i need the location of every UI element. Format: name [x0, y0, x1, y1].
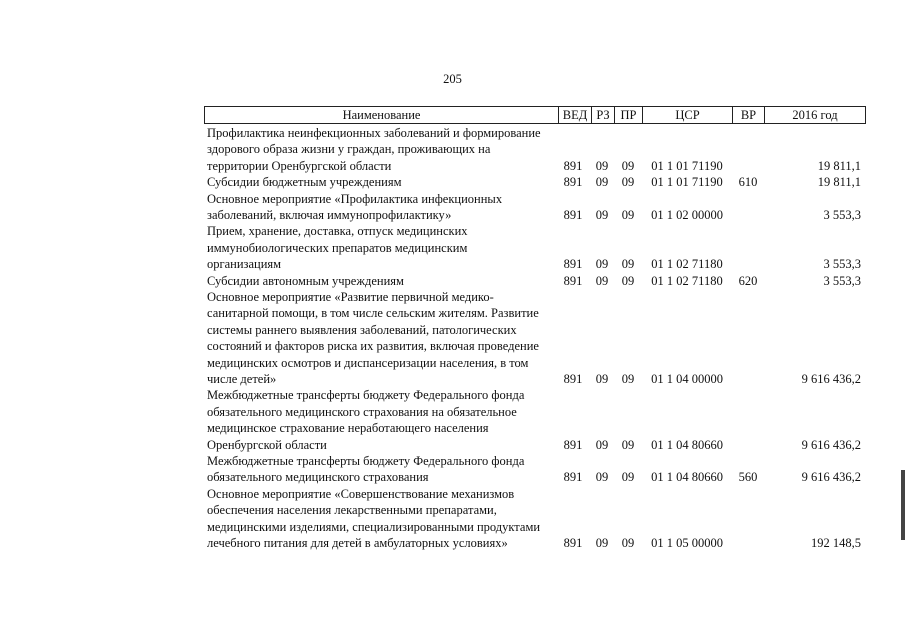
row-amount: 19 811,1 — [817, 175, 861, 190]
col-name-header: Наименование — [342, 108, 421, 122]
page-number: 205 — [443, 72, 462, 86]
row-name: Субсидии автономным учреждениям — [207, 273, 404, 288]
row-ved: 891 — [563, 207, 583, 222]
row-amount: 3 553,3 — [823, 207, 861, 222]
row-rz: 09 — [595, 535, 609, 550]
row-name: Основное мероприятие «Развитие первичной медико- санитарной помощи, в том числе сельским жителям. Развитие системы раннего выявления заболеваний, патологических состояний и факторов риска их развития, включая проведение медицинских осмотров и диспансеризации населения, в том числе детей» — [207, 290, 539, 387]
row-csr: 01 1 01 71190 — [651, 175, 723, 190]
row-csr: 01 1 02 00000 — [651, 207, 723, 222]
col-vr-header: ВР — [740, 108, 757, 122]
row-pr: 09 — [621, 257, 635, 272]
row-name: Прием, хранение, доставка, отпуск медицинских иммунобиологических препаратов медицинским организациям — [207, 224, 468, 272]
row-pr: 09 — [621, 470, 635, 485]
row-vr: 560 — [738, 470, 758, 485]
col-ved-header: ВЕД — [562, 108, 588, 122]
row-csr: 01 1 01 71190 — [651, 158, 723, 173]
row-rz: 09 — [595, 175, 609, 190]
col-pr-header: ПР — [620, 108, 637, 122]
row-amount: 9 616 436,2 — [801, 437, 861, 452]
row-amount: 9 616 436,2 — [801, 470, 861, 485]
row-ved: 891 — [563, 372, 583, 386]
row-amount: 3 553,3 — [823, 257, 861, 272]
row-rz: 09 — [595, 437, 609, 452]
col-rz-header: РЗ — [596, 108, 610, 122]
row-amount: 192 148,5 — [811, 535, 861, 550]
row-rz: 09 — [595, 207, 609, 222]
row-csr: 01 1 04 80660 — [651, 437, 723, 452]
row-name: Основное мероприятие «Профилактика инфекционных заболеваний, включая иммунопрофилактику» — [207, 191, 503, 222]
row-csr: 01 1 02 71180 — [651, 257, 723, 272]
row-csr: 01 1 04 80660 — [651, 470, 723, 485]
row-amount: 19 811,1 — [817, 158, 861, 173]
row-pr: 09 — [621, 372, 635, 386]
row-ved: 891 — [563, 273, 583, 288]
row-pr: 09 — [621, 175, 635, 190]
col-amount-header: 2016 год — [792, 108, 838, 122]
row-vr: 620 — [738, 273, 758, 288]
scan-edge-mark — [901, 470, 905, 540]
row-ved: 891 — [563, 437, 583, 452]
row-name: Межбюджетные трансферты бюджету Федерального фонда обязательного медицинского страхования — [207, 454, 525, 485]
col-csr-header: ЦСР — [675, 108, 700, 122]
row-ved: 891 — [563, 158, 583, 173]
row-pr: 09 — [621, 207, 635, 222]
row-name: Межбюджетные трансферты бюджету Федерального фонда обязательного медицинского страхования на обязательное медицинское страхование неработающего населения Оренбургской области — [207, 388, 525, 452]
table-header — [204, 106, 866, 124]
row-rz: 09 — [595, 372, 609, 386]
row-csr: 01 1 05 00000 — [651, 535, 723, 550]
row-rz: 09 — [595, 470, 609, 485]
row-vr: 610 — [738, 175, 758, 190]
row-pr: 09 — [621, 535, 635, 550]
row-pr: 09 — [621, 273, 635, 288]
row-ved: 891 — [563, 257, 583, 272]
row-ved: 891 — [563, 470, 583, 485]
row-name: Субсидии бюджетным учреждениям — [207, 175, 402, 190]
row-rz: 09 — [595, 273, 609, 288]
row-rz: 09 — [595, 158, 609, 173]
row-name: Основное мероприятие «Совершенствование механизмов обеспечения населения лекарственными препаратами, медицинскими изделиями, специализированными продуктами лечебного питания для детей в амбулаторных условиях» — [207, 486, 541, 551]
row-csr: 01 1 02 71180 — [651, 273, 723, 288]
row-name: Профилактика неинфекционных заболеваний и формирование здорового образа жизни у граждан, проживающих на территории Оренбургской области — [207, 126, 541, 173]
row-ved: 891 — [563, 535, 583, 550]
row-pr: 09 — [621, 158, 635, 173]
row-amount: 9 616 436,2 — [801, 372, 861, 386]
row-pr: 09 — [621, 437, 635, 452]
row-rz: 09 — [595, 257, 609, 272]
row-ved: 891 — [563, 175, 583, 190]
row-csr: 01 1 04 00000 — [651, 372, 723, 386]
row-amount: 3 553,3 — [823, 273, 861, 288]
